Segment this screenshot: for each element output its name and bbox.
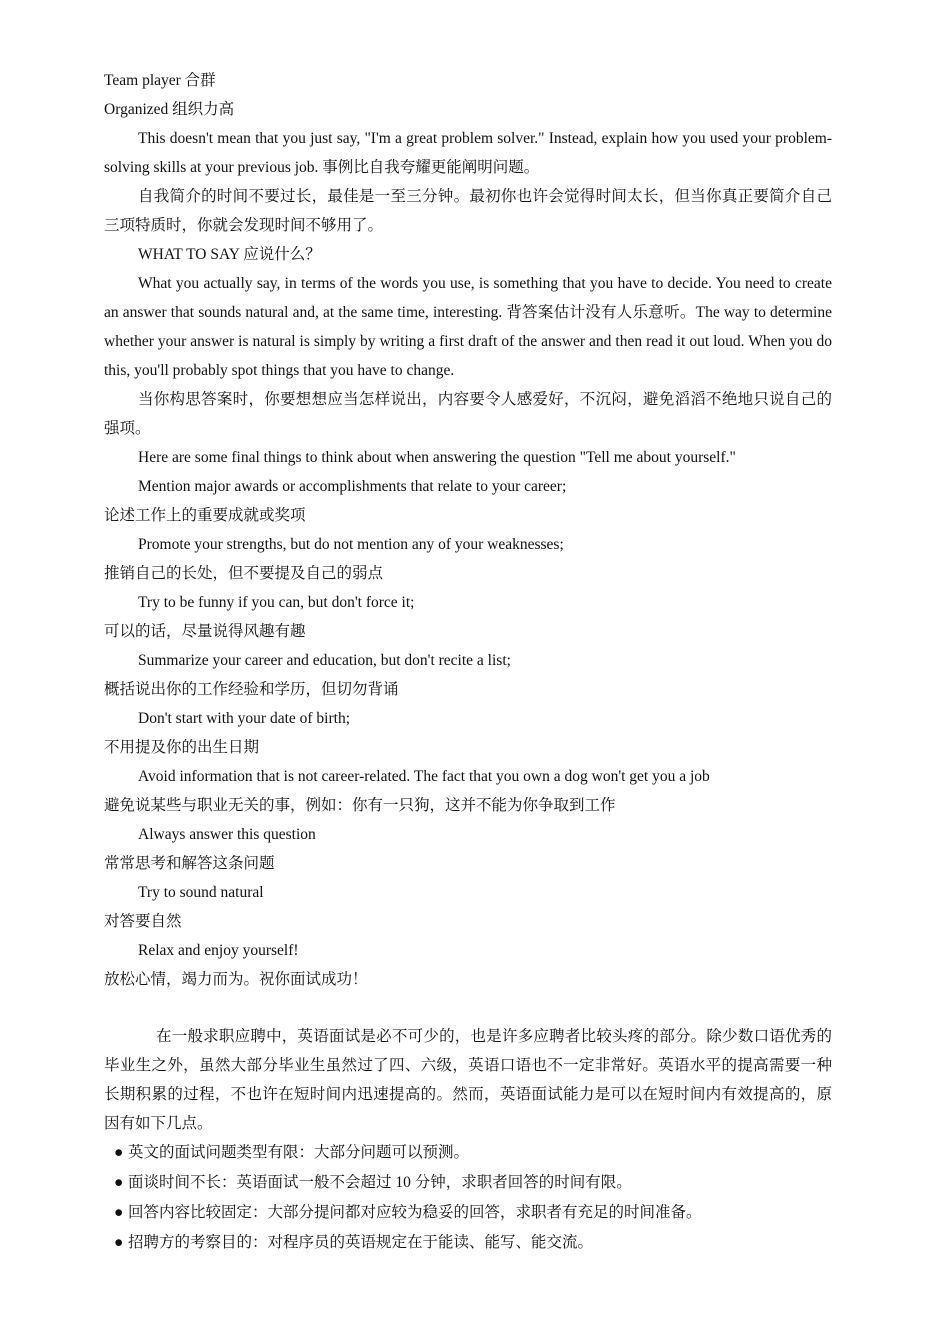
reason-item (104, 1168, 832, 1198)
tip-item (104, 530, 832, 588)
tip-item (104, 472, 832, 530)
reason-text: 面谈时间不长：英语面试一般不会超过 10 分钟，求职者回答的时间有限。 (128, 1174, 632, 1191)
tip-item (104, 646, 832, 704)
heading-what-to-say: WHAT TO SAY 应说什么？ (138, 246, 321, 263)
paragraph-compose-answer: 当你构思答案时，你要想想应当怎样说出，内容要令人感爱好，不沉闷，避免滔滔不绝地只说自己的强项。 (104, 391, 832, 437)
tip-chinese: 不用提及你的出生日期 (104, 739, 260, 756)
paragraph-english-interview: 在一般求职应聘中，英语面试是必不可少的，也是许多应聘者比较头疼的部分。除少数口语优秀的毕业生之外，虽然大部分毕业生虽然过了四、六级，英语口语也不一定非常好。英语水平的提高需要一种长期积累的过程，不也许在短时间内迅速提高的。然而，英语面试能力是可以在短时间内有效提高的，原因有如下几点。 (104, 1028, 832, 1132)
paragraph-intro-duration: 自我简介的时间不要过长，最佳是一至三分钟。最初你也许会觉得时间太长，但当你真正要简介自己三项特质时，你就会发现时间不够用了。 (104, 188, 832, 234)
tip-item (104, 820, 832, 878)
tip-english: Try to sound natural (138, 884, 264, 901)
paragraph-final-things: Here are some final things to think about when answering the question "Tell me about yourself." (138, 449, 736, 466)
reason-text: 英文的面试问题类型有限：大部分问题可以预测。 (128, 1144, 470, 1161)
document-page (104, 66, 832, 1258)
reasons-list (104, 1138, 832, 1258)
tip-english: Mention major awards or accomplishments that relate to your career; (138, 478, 567, 495)
tip-chinese: 常常思考和解答这条问题 (104, 855, 275, 872)
tip-item (104, 878, 832, 936)
reason-item (104, 1198, 832, 1228)
tip-item (104, 762, 832, 820)
reason-item (104, 1138, 832, 1168)
tips-list (104, 472, 832, 994)
tip-english: Try to be funny if you can, but don't force it; (138, 594, 415, 611)
intro-line-team-player: Team player 合群 (104, 72, 216, 89)
bullet-icon: ● (114, 1144, 124, 1161)
tip-chinese: 可以的话，尽量说得风趣有趣 (104, 623, 306, 640)
reason-text: 回答内容比较固定：大部分提问都对应较为稳妥的回答，求职者有充足的时间准备。 (128, 1204, 702, 1221)
tip-english: Relax and enjoy yourself! (138, 942, 299, 959)
tip-chinese: 推销自己的长处，但不要提及自己的弱点 (104, 565, 384, 582)
tip-english: Promote your strengths, but do not mention any of your weaknesses; (138, 536, 564, 553)
paragraph-what-you-say: What you actually say, in terms of the words you use, is something that you have to decide. You need to create an answer that sounds natural and, at the same time, interesting. 背答案估计没有人乐意听。The way to determine whether your answer is natural is simply by writing a first draft of the answer and then read it out loud. When you do this, you'll probably spot things that you have to change. (104, 275, 832, 379)
tip-chinese: 论述工作上的重要成就或奖项 (104, 507, 306, 524)
reason-text: 招聘方的考察目的：对程序员的英语规定在于能读、能写、能交流。 (128, 1234, 594, 1251)
section-spacer (104, 994, 832, 1022)
tip-english: Summarize your career and education, but don't recite a list; (138, 652, 511, 669)
tip-item (104, 704, 832, 762)
tip-chinese: 概括说出你的工作经验和学历，但切勿背诵 (104, 681, 399, 698)
tip-item (104, 936, 832, 994)
tip-chinese: 放松心情，竭力而为。祝你面试成功！ (104, 971, 368, 988)
tip-item (104, 588, 832, 646)
tip-english: Avoid information that is not career-related. The fact that you own a dog won't get you a job (138, 768, 710, 785)
paragraph-problem-solver: This doesn't mean that you just say, "I'm a great problem solver." Instead, explain how you used your problem-solving skills at your previous job. 事例比自我夸耀更能阐明问题。 (104, 130, 832, 176)
bullet-icon: ● (114, 1174, 124, 1191)
tip-english: Always answer this question (138, 826, 316, 843)
bullet-icon: ● (114, 1204, 124, 1221)
reason-item (104, 1228, 832, 1258)
bullet-icon: ● (114, 1234, 124, 1251)
tip-chinese: 对答要自然 (104, 913, 182, 930)
tip-english: Don't start with your date of birth; (138, 710, 351, 727)
intro-line-organized: Organized 组织力高 (104, 101, 235, 118)
tip-chinese: 避免说某些与职业无关的事，例如：你有一只狗，这并不能为你争取到工作 (104, 797, 616, 814)
